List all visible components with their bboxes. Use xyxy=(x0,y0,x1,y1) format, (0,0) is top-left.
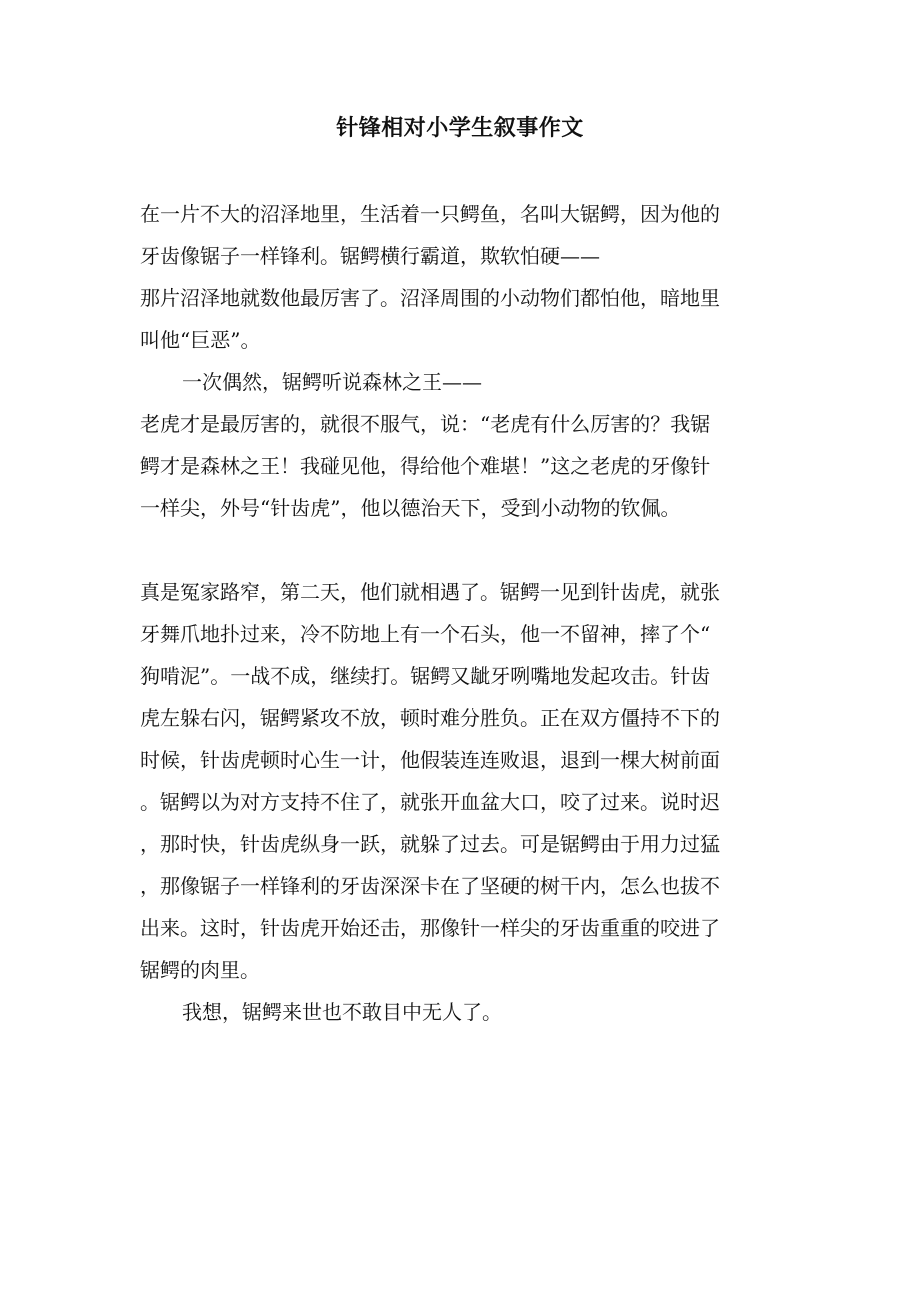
text-line: 出来。这时，针齿虎开始还击，那像针一样尖的牙齿重重的咬进了 xyxy=(140,916,720,940)
text-line: 锯鳄的肉里。 xyxy=(140,958,260,982)
text-line: 在一片不大的沼泽地里，生活着一只鳄鱼，名叫大锯鳄，因为他的 xyxy=(140,202,720,226)
text-line: 叫他“巨恶”。 xyxy=(140,328,261,352)
text-line: 鳄才是森林之王！我碰见他，得给他个难堪！”这之老虎的牙像针 xyxy=(140,454,711,478)
text-line: 虎左躲右闪，锯鳄紧攻不放，顿时难分胜负。正在双方僵持不下的 xyxy=(140,706,720,730)
text-line: 我想，锯鳄来世也不敢目中无人了。 xyxy=(182,1000,502,1024)
text-line: 牙齿像锯子一样锋利。锯鳄横行霸道，欺软怕硬—— xyxy=(140,244,600,268)
document-body xyxy=(140,193,770,1033)
text-line: 时候，针齿虎顿时心生一计，他假装连连败退，退到一棵大树前面 xyxy=(140,748,720,772)
text-line: 牙舞爪地扑过来，冷不防地上有一个石头，他一不留神，摔了个“ xyxy=(140,622,711,646)
text-line: ，那时快，针齿虎纵身一跃，就躲了过去。可是锯鳄由于用力过猛 xyxy=(140,832,720,856)
paragraph-gap xyxy=(140,529,770,571)
text-line: 老虎才是最厉害的，就很不服气，说：“老虎有什么厉害的？我锯 xyxy=(140,412,711,436)
text-line: 一次偶然，锯鳄听说森林之王—— xyxy=(182,370,482,394)
text-line: ，那像锯子一样锋利的牙齿深深卡在了坚硬的树干内，怎么也拔不 xyxy=(140,874,720,898)
text-line: 真是冤家路窄，第二天，他们就相遇了。锯鳄一见到针齿虎，就张 xyxy=(140,580,720,604)
text-line: 一样尖，外号“针齿虎”，他以德治天下，受到小动物的钦佩。 xyxy=(140,496,681,520)
document-title: 针锋相对小学生叙事作文 xyxy=(336,115,584,141)
text-line: 狗啃泥”。一战不成，继续打。锯鳄又龇牙咧嘴地发起攻击。针齿 xyxy=(140,664,711,688)
text-line: 。锯鳄以为对方支持不住了，就张开血盆大口，咬了过来。说时迟 xyxy=(140,790,720,814)
text-line: 那片沼泽地就数他最厉害了。沼泽周围的小动物们都怕他，暗地里 xyxy=(140,286,720,310)
